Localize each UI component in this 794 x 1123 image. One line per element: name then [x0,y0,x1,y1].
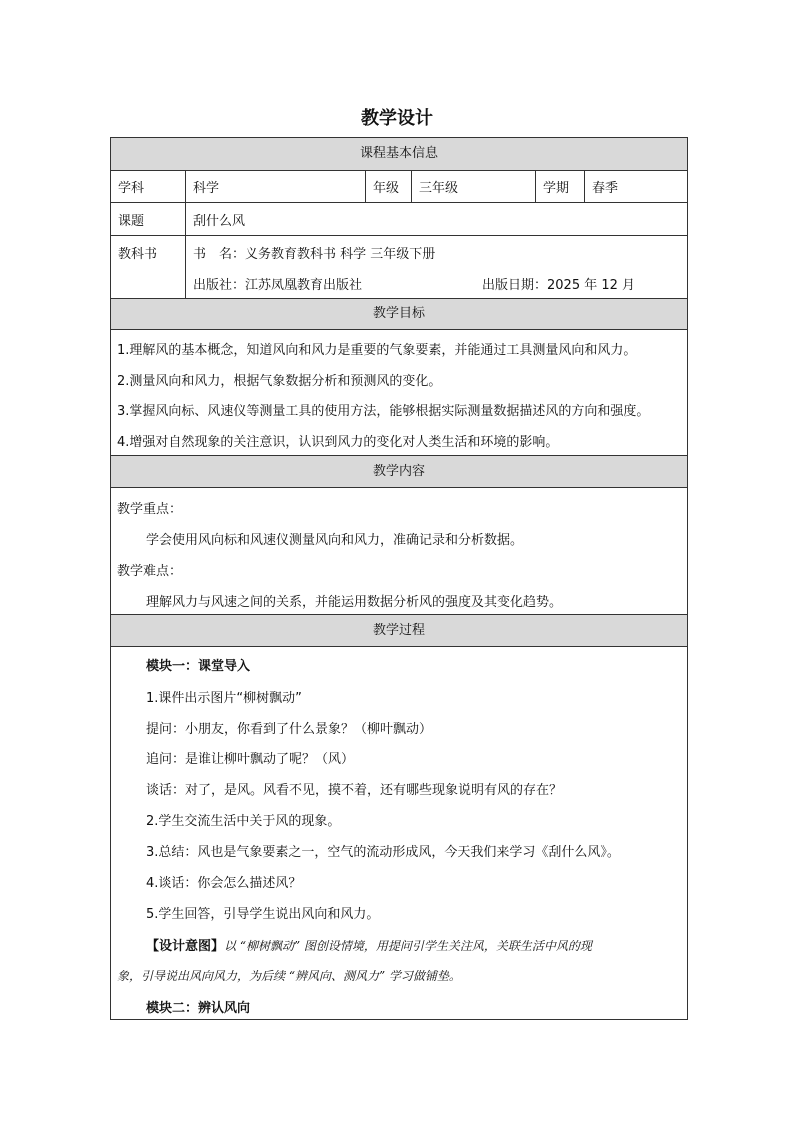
process-line: 5.学生回答，引导学生说出风向和风力。 [146,907,380,922]
process-line: 1.课件出示图片“柳树飘动” [146,691,302,706]
design-intent-line-2: 象，引导说出风向风力，为后续 “辨风向、测风力” 学习做铺垫。 [117,969,461,983]
section-title-content: 教学内容 [372,464,425,479]
goal-item: 2.测量风向和风力，根据气象数据分析和预测风的变化。 [117,374,442,389]
section-header-content [111,456,687,488]
content-body [111,488,687,615]
lesson-label: 课题 [111,203,186,235]
lesson-row [111,203,687,236]
lesson-plan-table [110,137,688,1020]
process-body [111,647,687,1019]
section-header-goals [111,299,687,330]
process-line: 谈话：对了，是风。风看不见，摸不着，还有哪些现象说明有风的存在？ [146,783,563,798]
term-value: 春季 [592,181,619,196]
term-label: 学期 [536,171,585,202]
key-point-label: 教学重点： [117,502,183,517]
design-intent-text: 以 “柳树飘动” 图创设情境，用提问引学生关注风，关联生活中风的现 [224,939,592,953]
textbook-row [111,236,687,299]
module-one-title: 模块一：课堂导入 [146,659,251,674]
process-line: 追问：是谁让柳叶飘动了呢？（风） [146,752,355,767]
difficult-point-text: 理解风力与风速之间的关系，并能运用数据分析风的强度及其变化趋势。 [146,595,563,610]
page-title: 教学设计 [361,108,433,129]
process-line: 2.学生交流生活中关于风的现象。 [146,814,341,829]
design-intent-label: 【设计意图】 [146,939,225,954]
difficult-point-label: 教学难点： [117,564,183,579]
goal-item: 4.增强对自然现象的关注意识，认识到风力的变化对人类生活和环境的影响。 [117,435,559,450]
lesson-value: 刮什么风 [193,213,246,229]
section-title-goals: 教学目标 [372,306,425,321]
textbook-pub-date: 出版日期：2025 年 12 月 [482,278,636,293]
process-line: 3.总结：风也是气象要素之一，空气的流动形成风，今天我们来学习《刮什么风》。 [146,845,620,860]
subject-label: 学科 [111,171,186,202]
goals-body [111,330,687,456]
section-header-basic-info [111,138,687,171]
textbook-info [186,236,687,298]
section-title-process: 教学过程 [372,623,425,638]
module-two-title: 模块二：辨认风向 [146,1001,251,1016]
goal-item: 3.掌握风向标、风速仪等测量工具的使用方法，能够根据实际测量数据描述风的方向和强度。 [117,404,650,419]
process-line: 提问：小朋友，你看到了什么景象？（柳叶飘动） [146,722,433,737]
subject-value: 科学 [186,171,366,202]
grade-value: 三年级 [412,171,536,202]
basic-info-row [111,171,687,203]
section-header-process [111,615,687,647]
key-point-text: 学会使用风向标和风速仪测量风向和风力，准确记录和分析数据。 [146,533,524,548]
textbook-publisher: 出版社：江苏凤凰教育出版社 [193,278,363,293]
textbook-label: 教科书 [111,236,186,298]
grade-label: 年级 [366,171,412,202]
process-line: 4.谈话：你会怎么描述风？ [146,876,302,891]
design-intent-line-1 [146,935,722,954]
goal-item: 1.理解风的基本概念，知道风向和风力是重要的气象要素，并能通过工具测量风向和风力。 [117,343,637,358]
textbook-name: 书 名：义务教育教科书 科学 三年级下册 [193,247,436,262]
section-title-basic-info: 课程基本信息 [359,146,438,161]
